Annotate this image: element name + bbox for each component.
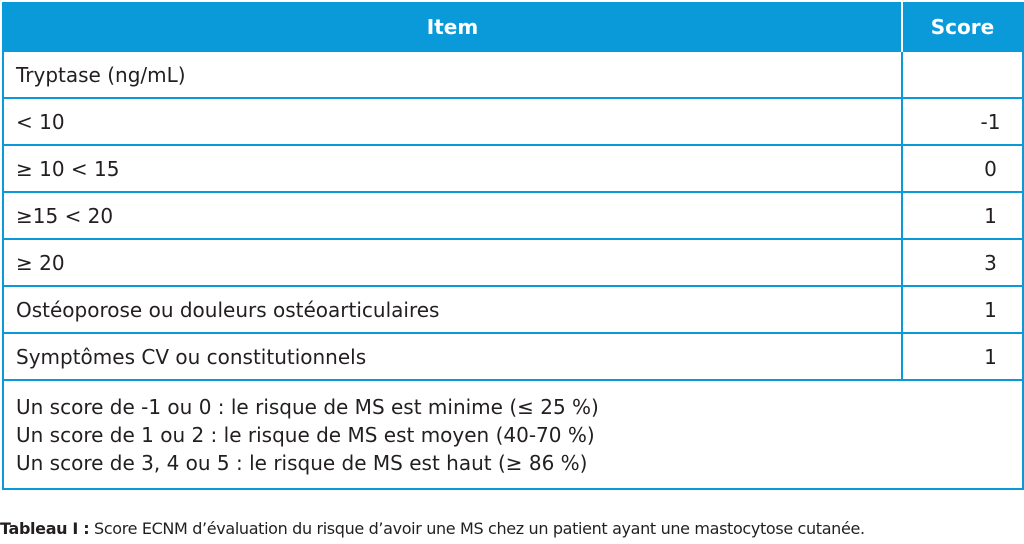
caption-text: Score ECNM d’évaluation du risque d’avoir une MS chez un patient ayant une mastocytose cutanée. (89, 519, 865, 538)
table-caption (0, 519, 1024, 538)
row-item: < 10 (3, 98, 902, 145)
row-score: 0 (902, 145, 1023, 192)
table-row (3, 239, 1023, 286)
row-item: ≥ 10 < 15 (3, 145, 902, 192)
header-score: Score (902, 3, 1023, 51)
row-item: Ostéoporose ou douleurs ostéoarticulaires (3, 286, 902, 333)
table-row (3, 333, 1023, 380)
header-item: Item (3, 3, 902, 51)
row-score (902, 51, 1023, 98)
interpretation-line: Un score de -1 ou 0 : le risque de MS est minime (≤ 25 %) (16, 394, 599, 419)
ecnm-score-table (2, 2, 1024, 490)
table-row (3, 145, 1023, 192)
row-score: 3 (902, 239, 1023, 286)
row-item: ≥15 < 20 (3, 192, 902, 239)
table-header-row (3, 3, 1023, 51)
row-item: Tryptase (ng/mL) (3, 51, 902, 98)
row-score: -1 (902, 98, 1023, 145)
interpretation-line: Un score de 1 ou 2 : le risque de MS est moyen (40-70 %) (16, 422, 595, 447)
interpretation-line: Un score de 3, 4 ou 5 : le risque de MS est haut (≥ 86 %) (16, 450, 588, 475)
row-item: Symptômes CV ou constitutionnels (3, 333, 902, 380)
table-row (3, 51, 1023, 98)
caption-label: Tableau I : (0, 519, 90, 538)
table-row (3, 98, 1023, 145)
table-row (3, 192, 1023, 239)
row-score: 1 (902, 286, 1023, 333)
table-row (3, 286, 1023, 333)
row-score: 1 (902, 192, 1023, 239)
row-score: 1 (902, 333, 1023, 380)
interpretation-row (3, 380, 1023, 489)
row-item: ≥ 20 (3, 239, 902, 286)
interpretation-notes (3, 380, 1023, 489)
